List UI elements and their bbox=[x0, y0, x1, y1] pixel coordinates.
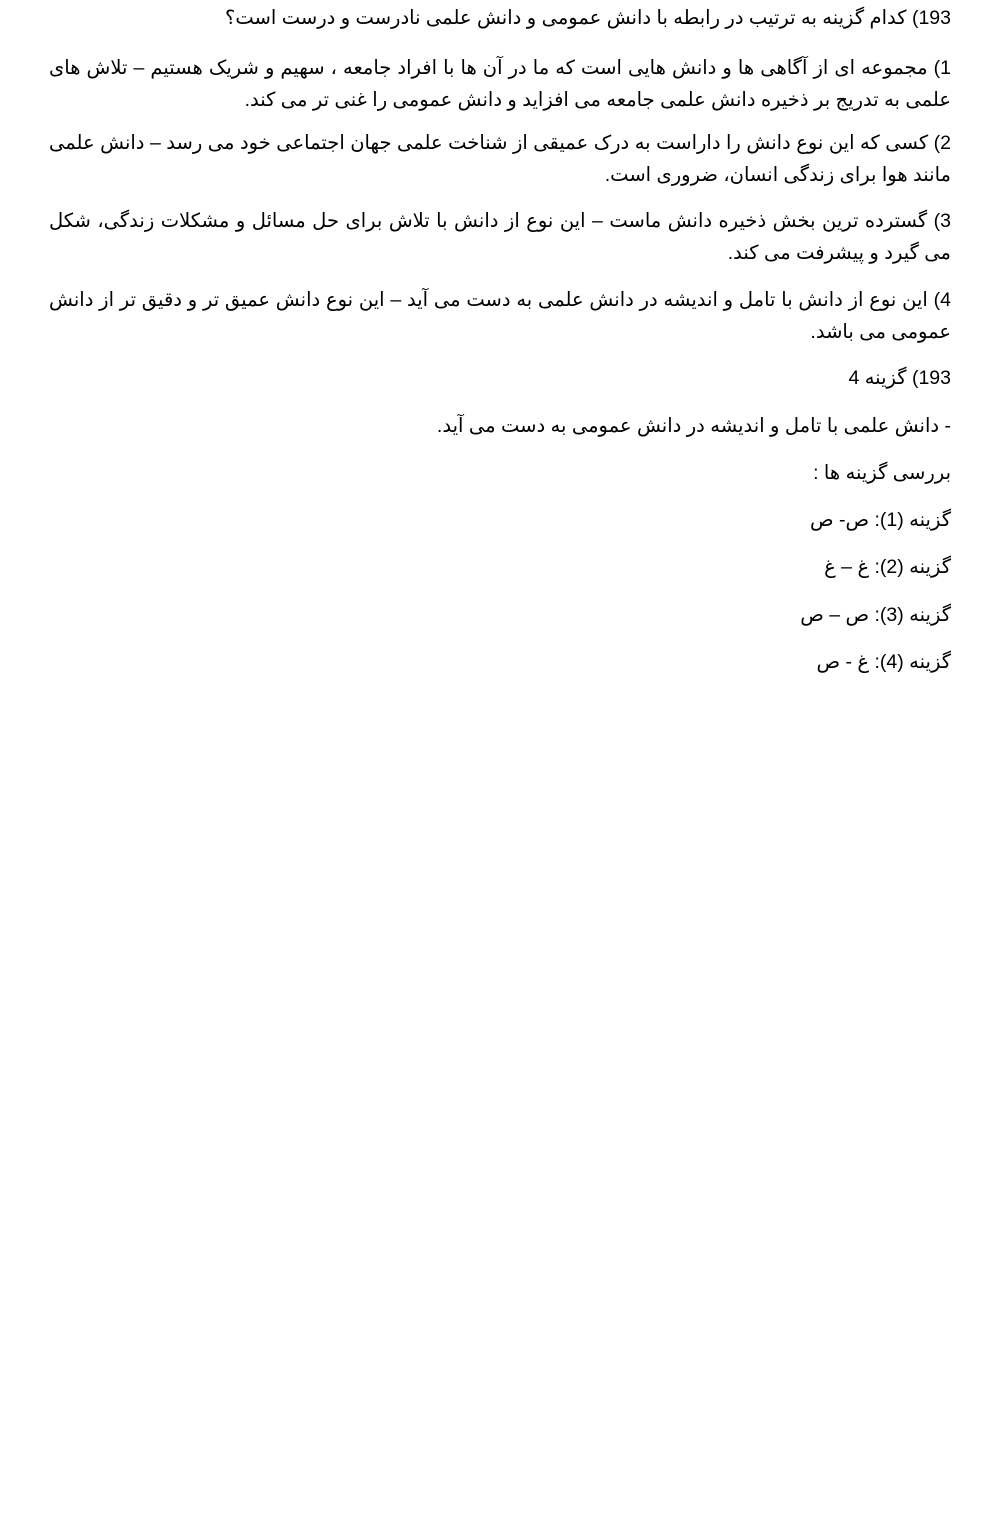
option-4: 4) این نوع از دانش با تامل و اندیشه در دانش علمی به دست می آید – این نوع دانش عمیق تر و دقیق تر از دانش عمومی می باشد. bbox=[49, 289, 951, 343]
review-option-1: گزینه (1): ص- ص bbox=[810, 509, 951, 531]
review-option-4: گزینه (4): غ - ص bbox=[816, 651, 951, 673]
option-1: 1) مجموعه ای از آگاهی ها و دانش هایی است که ما در آن ها با افراد جامعه ، سهیم و شریک هستیم – تلاش های علمی به تدریج بر ذخیره دانش علمی جامعه می افزاید و دانش عمومی را غنی تر می کند. bbox=[49, 57, 951, 111]
review-option-2: گزینه (2): غ – غ bbox=[824, 556, 951, 578]
answer-title: 193) گزینه 4 bbox=[848, 367, 951, 389]
option-2: 2) کسی که این نوع دانش را داراست به درک عمیقی از شناخت علمی جهان اجتماعی خود می رسد – دانش علمی مانند هوا برای زندگی انسان، ضروری است. bbox=[49, 132, 952, 186]
question-stem: 193) کدام گزینه به ترتیب در رابطه با دانش عمومی و دانش علمی نادرست و درست است؟ bbox=[225, 7, 951, 29]
review-option-3: گزینه (3): ص – ص bbox=[800, 604, 951, 626]
answer-explanation: - دانش علمی با تامل و اندیشه در دانش عمومی به دست می آید. bbox=[436, 415, 951, 437]
option-3: 3) گسترده ترین بخش ذخیره دانش ماست – این نوع از دانش با تلاش برای حل مسائل و مشکلات زندگی، شکل می گیرد و پیشرفت می کند. bbox=[49, 210, 951, 264]
review-heading: بررسی گزینه ها : bbox=[813, 462, 951, 484]
